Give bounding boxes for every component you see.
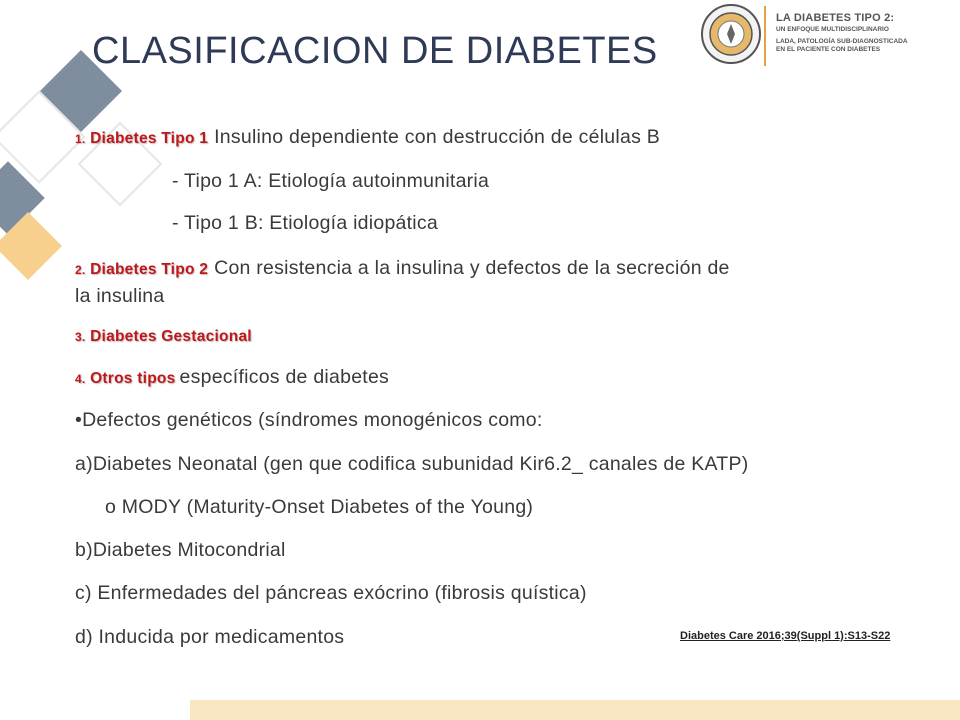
item-a-neonatal: a)Diabetes Neonatal (gen que codifica subunidad Kir6.2_ canales de KATP) xyxy=(75,453,749,475)
item-c-pancreas: c) Enfermedades del páncreas exócrino (fibrosis quística) xyxy=(75,582,587,604)
association-seal-icon xyxy=(700,2,762,66)
header-line-2: UN ENFOQUE MULTIDISCIPLINARIO xyxy=(776,25,889,33)
genetic-defects-bullet: •Defectos genéticos (síndromes monogénicos como: xyxy=(75,409,543,431)
subtype-1b: - Tipo 1 B: Etiología idiopática xyxy=(172,212,438,234)
item-type1 xyxy=(75,126,660,149)
other-types-label: 4. Otros tipos xyxy=(75,370,176,387)
slide-title: CLASIFICACION DE DIABETES xyxy=(92,30,658,72)
item-d-drug-induced: d) Inducida por medicamentos xyxy=(75,626,345,648)
item-other-types xyxy=(75,366,389,389)
item-b-mitochondrial: b)Diabetes Mitocondrial xyxy=(75,539,286,561)
footer-bar xyxy=(190,700,960,720)
type2-label: 2. Diabetes Tipo 2 xyxy=(75,261,209,278)
type2-description-cont: la insulina xyxy=(75,285,165,307)
type2-description: Con resistencia a la insulina y defectos de la secreción de xyxy=(214,257,730,279)
gestational-label: 3. Diabetes Gestacional xyxy=(75,328,252,345)
conference-header xyxy=(776,12,960,54)
type1-label: 1. Diabetes Tipo 1 xyxy=(75,130,209,147)
item-type2 xyxy=(75,257,730,280)
item-a-mody: o MODY (Maturity-Onset Diabetes of the Young) xyxy=(105,496,534,518)
header-line-4: EN EL PACIENTE CON DIABETES xyxy=(776,46,881,53)
header-line-1: LA DIABETES TIPO 2: xyxy=(776,12,895,24)
citation-reference: Diabetes Care 2016;39(Suppl 1):S13-S22 xyxy=(680,630,891,642)
other-types-description: específicos de diabetes xyxy=(179,366,390,388)
subtype-1a: - Tipo 1 A: Etiología autoinmunitaria xyxy=(172,170,490,192)
type1-description: Insulino dependiente con destrucción de células B xyxy=(214,126,660,148)
item-gestational xyxy=(75,324,258,347)
header-divider xyxy=(764,6,766,66)
header-line-3: LADA, PATOLOGÍA SUB-DIAGNOSTICADA xyxy=(776,37,908,45)
